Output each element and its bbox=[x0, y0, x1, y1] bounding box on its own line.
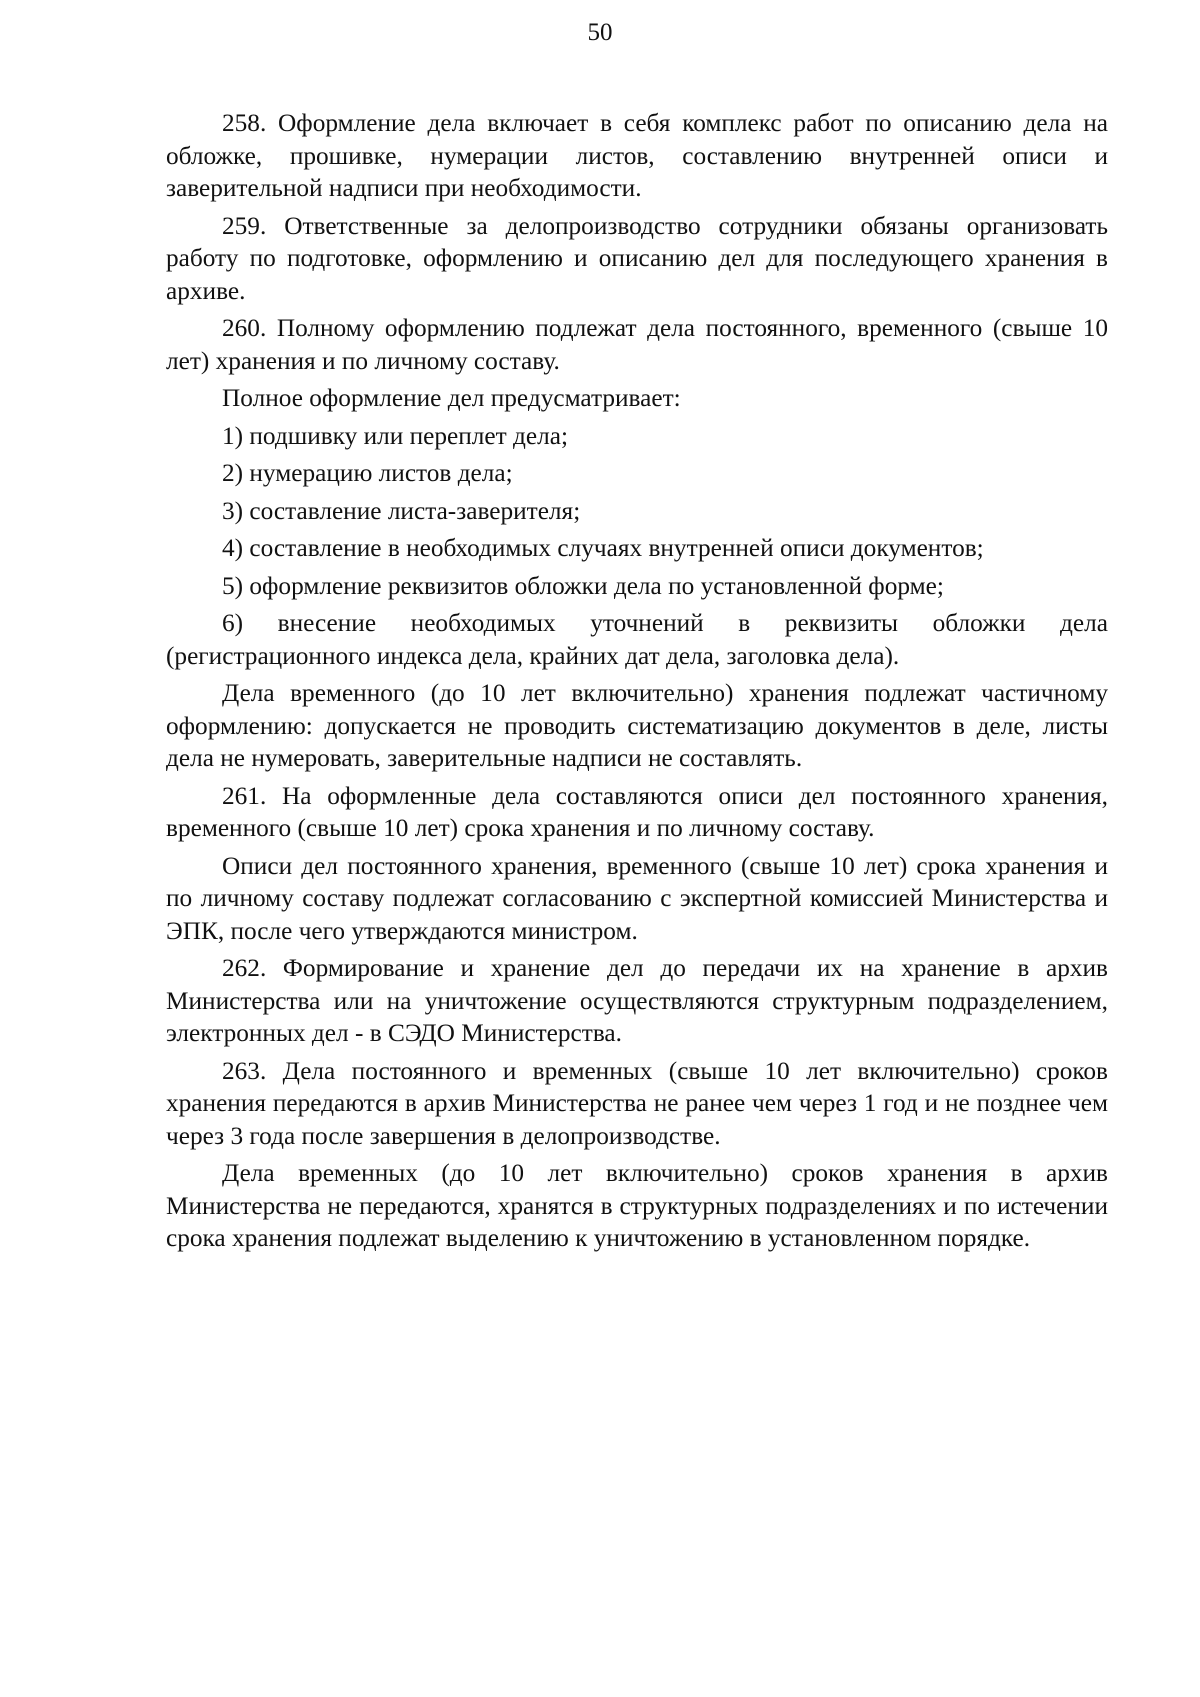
paragraph-259: 259. Ответственные за делопроизводство сотрудники обязаны организовать работу по подготовке, оформлению и описанию дел для последующего хранения в архиве. bbox=[166, 211, 1108, 305]
list-item-1: 1) подшивку или переплет дела; bbox=[222, 421, 569, 450]
list-item-2: 2) нумерацию листов дела; bbox=[222, 459, 513, 487]
paragraph-inventory-approval: Описи дел постоянного хранения, временного (свыше 10 лет) срока хранения и по личному составу подлежат согласованию с экспертной комиссией Министерства и ЭПК, после чего утверждаются министром. bbox=[166, 851, 1108, 945]
paragraph-260: 260. Полному оформлению подлежат дела постоянного, временного (свыше 10 лет) хранения и по личному составу. bbox=[166, 314, 1108, 375]
paragraph-full-processing-intro: Полное оформление дел предусматривает: bbox=[222, 384, 681, 412]
document-body bbox=[166, 107, 1108, 1260]
list-item-4: 4) составление в необходимых случаях внутренней описи документов; bbox=[222, 534, 984, 562]
list-item-5: 5) оформление реквизитов обложки дела по установленной форме; bbox=[222, 571, 944, 600]
paragraph-262: 262. Формирование и хранение дел до передачи их на хранение в архив Министерства или на уничтожение осуществляются структурным подразделением, электронных дел - в СЭДО Министерства. bbox=[166, 954, 1108, 1047]
paragraph-temporary-storage: Дела временных (до 10 лет включительно) сроков хранения в архив Министерства не передаются, хранятся в структурных подразделениях и по истечении срока хранения подлежат выделению к уничтожению в установленном порядке. bbox=[166, 1159, 1108, 1252]
paragraph-partial-processing: Дела временного (до 10 лет включительно) хранения подлежат частичному оформлению: допускается не проводить систематизацию документов в деле, листы дела не нумеровать, заверительные надписи не составлять. bbox=[166, 679, 1108, 772]
list-item-6: 6) внесение необходимых уточнений в реквизиты обложки дела (регистрационного индекса дела, крайних дат дела, заголовка дела). bbox=[166, 609, 1108, 670]
paragraph-261: 261. На оформленные дела составляются описи дел постоянного хранения, временного (свыше 10 лет) срока хранения и по личному составу. bbox=[166, 781, 1108, 842]
paragraph-258: 258. Оформление дела включает в себя комплекс работ по описанию дела на обложке, прошивке, нумерации листов, составлению внутренней описи и заверительной надписи при необходимости. bbox=[166, 109, 1108, 202]
list-item-3: 3) составление листа-заверителя; bbox=[222, 496, 581, 525]
paragraph-263: 263. Дела постоянного и временных (свыше 10 лет включительно) сроков хранения передаются в архив Министерства не ранее чем через 1 год и не позднее чем через 3 года после завершения в делопроизводстве. bbox=[166, 1056, 1108, 1150]
page-number: 50 bbox=[587, 19, 613, 46]
